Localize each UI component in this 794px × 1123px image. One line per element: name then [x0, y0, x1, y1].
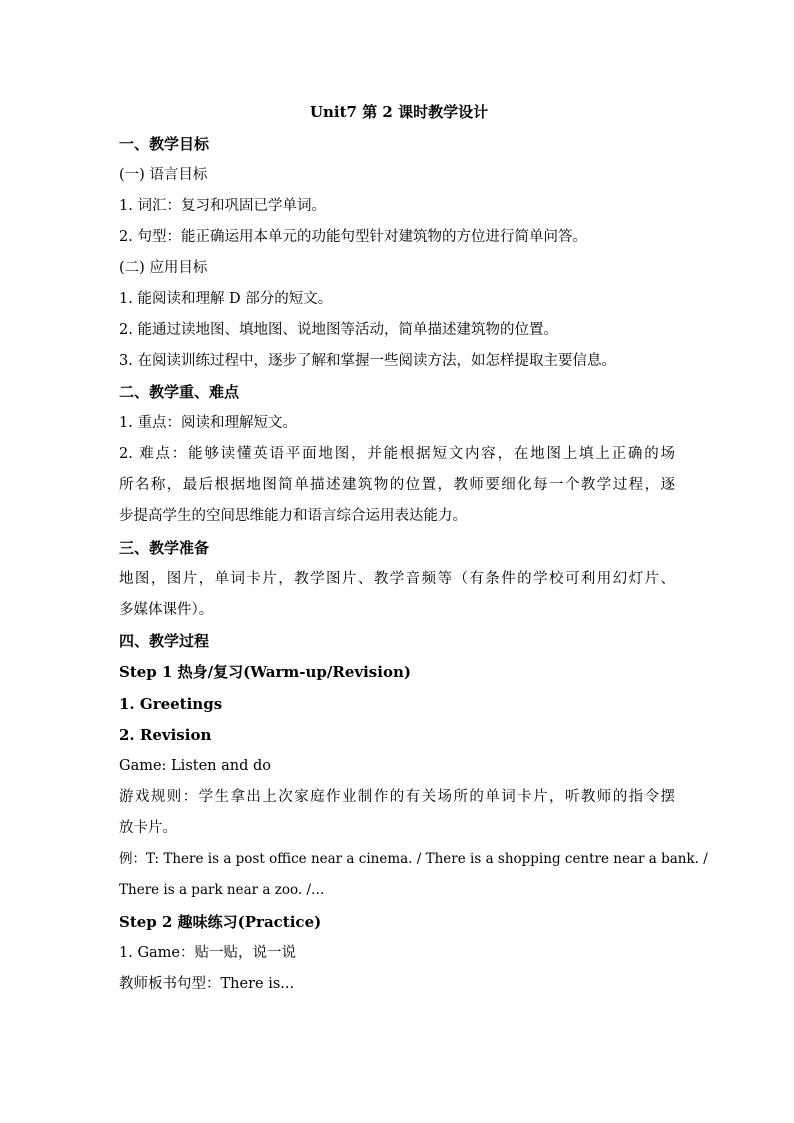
- paragraph-line: 步提高学生的空间思维能力和语言综合运用表达能力。: [119, 508, 467, 524]
- heading-teaching-objectives: 一、教学目标: [119, 135, 210, 153]
- subheading-application-objectives: (二) 应用目标: [119, 260, 208, 276]
- document-title: Unit7 第 2 课时教学设计: [309, 103, 489, 121]
- paragraph-line: 1. 词汇：复习和巩固已学单词。: [119, 198, 326, 214]
- paragraph-line: 3. 在阅读训练过程中，逐步了解和掌握一些阅读方法，如怎样提取主要信息。: [119, 353, 616, 369]
- step-heading: Step 2 趣味练习(Practice): [119, 913, 322, 931]
- paragraph-line: 2. 句型：能正确运用本单元的功能句型针对建筑物的方位进行简单问答。: [119, 229, 587, 245]
- paragraph-line: 多媒体课件）。: [119, 602, 214, 618]
- step-item: 1. Greetings: [119, 695, 223, 713]
- paragraph-line: Game: Listen and do: [119, 758, 272, 774]
- paragraph-line: 教师板书句型：There is...: [119, 976, 295, 992]
- heading-key-points: 二、教学重、难点: [119, 383, 240, 401]
- paragraph-line: 1. 重点：阅读和理解短文。: [119, 415, 297, 431]
- paragraph-line: 游戏规则：学生拿出上次家庭作业制作的有关场所的单词卡片，听教师的指令摆: [119, 789, 675, 805]
- heading-preparation: 三、教学准备: [119, 539, 210, 557]
- paragraph-line: 放卡片。: [119, 820, 177, 836]
- example-line: 例：T: There is a post office near a cinema. / There is a shopping centre near a bank. /: [119, 851, 708, 867]
- example-line: There is a park near a zoo. /…: [119, 882, 325, 898]
- paragraph-line: 地图，图片，单词卡片，教学图片、教学音频等（有条件的学校可利用幻灯片、: [119, 571, 675, 587]
- paragraph-line: 所名称，最后根据地图简单描述建筑物的位置，教师要细化每一个教学过程，逐: [119, 477, 675, 493]
- step-heading: Step 1 热身/复习(Warm-up/Revision): [119, 663, 411, 681]
- paragraph-line: 2. 难点：能够读懂英语平面地图，并能根据短文内容，在地图上填上正确的场: [119, 446, 675, 462]
- heading-teaching-process: 四、教学过程: [119, 632, 210, 650]
- subheading-language-objectives: (一) 语言目标: [119, 167, 208, 183]
- paragraph-line: 2. 能通过读地图、填地图、说地图等活动，简单描述建筑物的位置。: [119, 322, 558, 338]
- paragraph-line: 1. 能阅读和理解 D 部分的短文。: [119, 291, 333, 307]
- step-item: 1. Game：贴一贴，说一说: [119, 945, 297, 961]
- step-item: 2. Revision: [119, 726, 212, 744]
